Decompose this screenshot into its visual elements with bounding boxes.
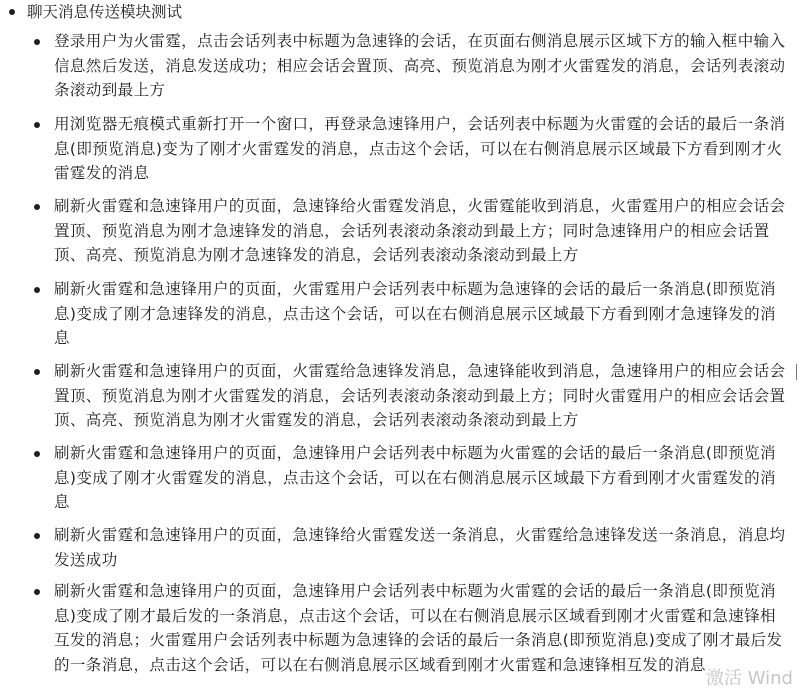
test-case-text-line: 刷新火雷霆和急速锋用户的页面，急速锋给火雷霆发送一条消息，火雷霆给急速锋发送一条消息，消息均 [54,526,786,544]
activation-watermark: 激活 Wind [706,668,793,689]
bullet-icon [34,589,40,595]
test-case-text-line: 的一条消息，点击这个会话，可以在右侧消息展示区域看到刚才火雷霆和急速锋相互发的消息 [54,655,706,674]
test-case-text-line: 刷新火雷霆和急速锋用户的页面，急速锋用户会话列表中标题为火雷霆的会话的最后一条消息(即预览消 [54,444,776,462]
text-cursor [796,364,797,380]
test-case-text-line: 用浏览器无痕模式重新打开一个窗口，再登录急速锋用户，会话列表中标题为火雷霆的会话的最后一条消 [54,115,786,133]
test-case-text-line: 刷新火雷霆和急速锋用户的页面，火雷霆给急速锋发消息，急速锋能收到消息，急速锋用户的相应会话会 [54,362,786,380]
bullet-icon [34,204,40,210]
test-case-text-line: 刷新火雷霆和急速锋用户的页面，急速锋给火雷霆发消息，火雷霆能收到消息，火雷霆用户的相应会话会 [54,197,786,215]
section-title: 聊天消息传送模块测试 [27,3,183,21]
test-case-text-line: 顶、高亮、预览消息为刚才急速锋发的消息，会话列表滚动条滚动到最上方 [54,246,579,264]
test-case-text-line: 息 [54,329,70,347]
test-case-text-line: 顶、高亮、预览消息为刚才火雷霆发的消息，会话列表滚动条滚动到最上方 [54,411,579,429]
test-case-text-line: 置顶、预览消息为刚才火雷霆发的消息，会话列表滚动条滚动到最上方；同时火雷霆用户的相应会话会置 [54,386,786,405]
test-case-text-line: 信息然后发送，消息发送成功；相应会话会置顶、高亮、预览消息为刚才火雷霆发的消息，会话列表滚动 [54,56,786,75]
test-case-text-line: 息 [54,493,70,511]
test-case-text-line: 雷霆发的消息 [54,164,150,182]
bullet-icon [34,369,40,375]
bullet-icon [34,287,40,293]
test-case-text-line: 息)变成了刚才最后发的一条消息，点击这个会话，可以在右侧消息展示区域看到刚才火雷霆和急速锋相 [54,606,776,625]
bullet-icon [34,39,40,45]
test-case-text-line: 置顶、预览消息为刚才急速锋发的消息，会话列表滚动条滚动到最上方；同时急速锋用户的相应会话置 [54,221,770,240]
test-case-text-line: 息)变成了刚才火雷霆发的消息，点击这个会话，可以在右侧消息展示区域最下方看到刚才火雷霆发的消 [54,468,776,487]
test-case-text-line: 互发的消息；火雷霆用户会话列表中标题为急速锋的会话的最后一条消息(即预览消息)变成了刚才最后发 [54,631,783,649]
test-case-text-line: 刷新火雷霆和急速锋用户的页面，急速锋用户会话列表中标题为火雷霆的会话的最后一条消息(即预览消 [54,582,776,600]
bullet-icon [34,451,40,457]
test-case-text-line: 发送成功 [54,550,118,569]
bullet-icon [34,122,40,128]
test-case-text-line: 条滚动到最上方 [54,81,166,99]
test-case-text-line: 息(即预览消息)变为了刚才火雷霆发的消息，点击这个会话，可以在右侧消息展示区域最下方看到刚才火 [54,139,783,158]
test-case-text-line: 刷新火雷霆和急速锋用户的页面，火雷霆用户会话列表中标题为急速锋的会话的最后一条消息(即预览消 [54,280,776,298]
bullet-icon [34,533,40,539]
test-case-text-line: 登录用户为火雷霆，点击会话列表中标题为急速锋的会话，在页面右侧消息展示区域下方的输入框中输入 [54,32,786,50]
test-case-text-line: 息)变成了刚才急速锋发的消息，点击这个会话，可以在右侧消息展示区域最下方看到刚才急速锋发的消 [54,304,776,323]
